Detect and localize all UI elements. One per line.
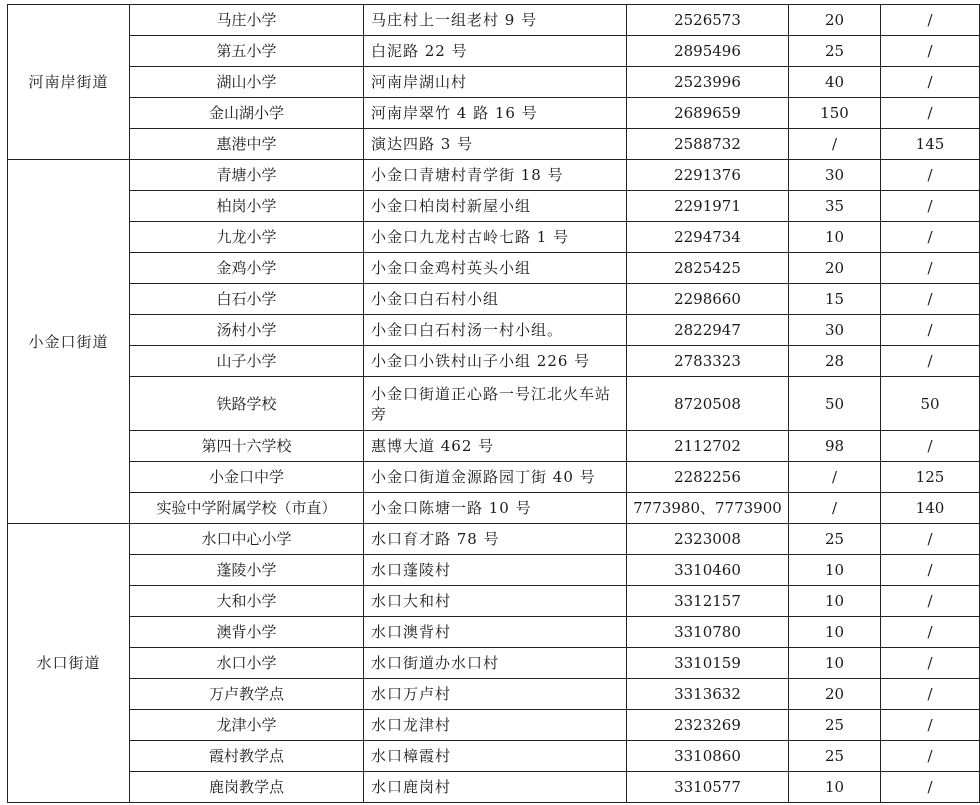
secondary-count: / — [881, 5, 980, 36]
phone-number: 2298660 — [627, 284, 789, 315]
school-name: 惠港中学 — [130, 129, 364, 160]
school-address: 小金口街道金源路园丁街 40 号 — [364, 462, 627, 493]
primary-count: 30 — [789, 315, 881, 346]
phone-number: 2689659 — [627, 98, 789, 129]
primary-count: 25 — [789, 741, 881, 772]
phone-number: 2822947 — [627, 315, 789, 346]
school-name: 湖山小学 — [130, 67, 364, 98]
school-name: 龙津小学 — [130, 710, 364, 741]
primary-count: / — [789, 129, 881, 160]
secondary-count: / — [881, 555, 980, 586]
phone-number: 2291376 — [627, 160, 789, 191]
primary-count: 150 — [789, 98, 881, 129]
school-address: 小金口白石村小组 — [364, 284, 627, 315]
district-name: 小金口街道 — [8, 160, 130, 524]
school-name: 水口小学 — [130, 648, 364, 679]
school-table — [7, 4, 980, 803]
school-name: 蓬陵小学 — [130, 555, 364, 586]
phone-number: 3313632 — [627, 679, 789, 710]
table-row — [8, 160, 980, 191]
district-name: 河南岸街道 — [8, 5, 130, 160]
table-row — [8, 36, 980, 67]
phone-number: 2783323 — [627, 346, 789, 377]
school-address: 河南岸翠竹 4 路 16 号 — [364, 98, 627, 129]
school-name: 小金口中学 — [130, 462, 364, 493]
school-address: 演达四路 3 号 — [364, 129, 627, 160]
secondary-count: / — [881, 524, 980, 555]
school-address: 水口鹿岗村 — [364, 772, 627, 803]
school-name: 马庄小学 — [130, 5, 364, 36]
table-row — [8, 98, 980, 129]
school-name: 第四十六学校 — [130, 431, 364, 462]
school-name: 霞村教学点 — [130, 741, 364, 772]
school-name: 汤村小学 — [130, 315, 364, 346]
school-address: 小金口小铁村山子小组 226 号 — [364, 346, 627, 377]
phone-number: 2294734 — [627, 222, 789, 253]
phone-number: 2323008 — [627, 524, 789, 555]
school-address: 水口街道办水口村 — [364, 648, 627, 679]
table-row — [8, 346, 980, 377]
primary-count: / — [789, 462, 881, 493]
school-address: 白泥路 22 号 — [364, 36, 627, 67]
primary-count: 20 — [789, 679, 881, 710]
school-name: 实验中学附属学校（市直） — [130, 493, 364, 524]
phone-number: 2526573 — [627, 5, 789, 36]
school-name: 鹿岗教学点 — [130, 772, 364, 803]
school-name: 水口中心小学 — [130, 524, 364, 555]
phone-number: 2895496 — [627, 36, 789, 67]
secondary-count: / — [881, 191, 980, 222]
primary-count: 10 — [789, 555, 881, 586]
secondary-count: / — [881, 648, 980, 679]
primary-count: 25 — [789, 710, 881, 741]
school-address: 水口樟霞村 — [364, 741, 627, 772]
school-address: 小金口白石村汤一村小组。 — [364, 315, 627, 346]
school-name: 九龙小学 — [130, 222, 364, 253]
phone-number: 2112702 — [627, 431, 789, 462]
secondary-count: / — [881, 679, 980, 710]
secondary-count: 125 — [881, 462, 980, 493]
phone-number: 7773980、7773900 — [627, 493, 789, 524]
primary-count: 35 — [789, 191, 881, 222]
school-name: 大和小学 — [130, 586, 364, 617]
phone-number: 3312157 — [627, 586, 789, 617]
school-address: 小金口陈塘一路 10 号 — [364, 493, 627, 524]
table-row — [8, 462, 980, 493]
phone-number: 2282256 — [627, 462, 789, 493]
school-address: 马庄村上一组老村 9 号 — [364, 5, 627, 36]
secondary-count: / — [881, 253, 980, 284]
primary-count: 25 — [789, 524, 881, 555]
school-address: 水口育才路 78 号 — [364, 524, 627, 555]
table-row — [8, 741, 980, 772]
table-row — [8, 586, 980, 617]
secondary-count: / — [881, 98, 980, 129]
school-name: 万卢教学点 — [130, 679, 364, 710]
secondary-count: / — [881, 284, 980, 315]
table-row — [8, 129, 980, 160]
primary-count: 20 — [789, 253, 881, 284]
school-address: 小金口九龙村古岭七路 1 号 — [364, 222, 627, 253]
table-row — [8, 222, 980, 253]
school-name: 金鸡小学 — [130, 253, 364, 284]
phone-number: 3310577 — [627, 772, 789, 803]
phone-number: 3310159 — [627, 648, 789, 679]
phone-number: 2588732 — [627, 129, 789, 160]
table-row — [8, 648, 980, 679]
school-address: 水口万卢村 — [364, 679, 627, 710]
phone-number: 2291971 — [627, 191, 789, 222]
school-address: 惠博大道 462 号 — [364, 431, 627, 462]
table-row — [8, 679, 980, 710]
table-row — [8, 191, 980, 222]
table-row — [8, 772, 980, 803]
phone-number: 3310860 — [627, 741, 789, 772]
district-name: 水口街道 — [8, 524, 130, 803]
table-row — [8, 5, 980, 36]
primary-count: 50 — [789, 377, 881, 431]
phone-number: 8720508 — [627, 377, 789, 431]
table-row — [8, 524, 980, 555]
secondary-count: / — [881, 346, 980, 377]
secondary-count: / — [881, 315, 980, 346]
secondary-count: / — [881, 67, 980, 98]
school-address: 小金口柏岗村新屋小组 — [364, 191, 627, 222]
school-address: 小金口街道正心路一号江北火车站旁 — [364, 377, 627, 431]
school-name: 金山湖小学 — [130, 98, 364, 129]
primary-count: 10 — [789, 648, 881, 679]
school-name: 山子小学 — [130, 346, 364, 377]
secondary-count: / — [881, 36, 980, 67]
table-row — [8, 67, 980, 98]
primary-count: 20 — [789, 5, 881, 36]
secondary-count: / — [881, 710, 980, 741]
primary-count: 30 — [789, 160, 881, 191]
school-address: 水口澳背村 — [364, 617, 627, 648]
secondary-count: / — [881, 586, 980, 617]
secondary-count: / — [881, 741, 980, 772]
school-name: 白石小学 — [130, 284, 364, 315]
secondary-count: / — [881, 431, 980, 462]
table-row — [8, 377, 980, 431]
secondary-count: / — [881, 617, 980, 648]
phone-number: 2523996 — [627, 67, 789, 98]
school-name: 柏岗小学 — [130, 191, 364, 222]
secondary-count: / — [881, 160, 980, 191]
school-address: 小金口青塘村青学街 18 号 — [364, 160, 627, 191]
school-name: 澳背小学 — [130, 617, 364, 648]
secondary-count: / — [881, 772, 980, 803]
table-row — [8, 555, 980, 586]
school-address: 小金口金鸡村英头小组 — [364, 253, 627, 284]
table-row — [8, 315, 980, 346]
primary-count: 10 — [789, 617, 881, 648]
table-row — [8, 284, 980, 315]
primary-count: 25 — [789, 36, 881, 67]
school-name: 铁路学校 — [130, 377, 364, 431]
secondary-count: / — [881, 222, 980, 253]
primary-count: 98 — [789, 431, 881, 462]
school-table-body — [8, 5, 980, 803]
school-address: 水口大和村 — [364, 586, 627, 617]
phone-number: 3310780 — [627, 617, 789, 648]
phone-number: 3310460 — [627, 555, 789, 586]
table-row — [8, 431, 980, 462]
primary-count: 10 — [789, 586, 881, 617]
primary-count: 40 — [789, 67, 881, 98]
secondary-count: 145 — [881, 129, 980, 160]
phone-number: 2825425 — [627, 253, 789, 284]
secondary-count: 140 — [881, 493, 980, 524]
school-address: 水口龙津村 — [364, 710, 627, 741]
table-row — [8, 493, 980, 524]
primary-count: / — [789, 493, 881, 524]
table-row — [8, 617, 980, 648]
phone-number: 2323269 — [627, 710, 789, 741]
secondary-count: 50 — [881, 377, 980, 431]
school-name: 第五小学 — [130, 36, 364, 67]
school-address: 河南岸湖山村 — [364, 67, 627, 98]
table-row — [8, 710, 980, 741]
primary-count: 28 — [789, 346, 881, 377]
table-row — [8, 253, 980, 284]
school-address: 水口蓬陵村 — [364, 555, 627, 586]
primary-count: 10 — [789, 772, 881, 803]
primary-count: 10 — [789, 222, 881, 253]
school-name: 青塘小学 — [130, 160, 364, 191]
primary-count: 15 — [789, 284, 881, 315]
